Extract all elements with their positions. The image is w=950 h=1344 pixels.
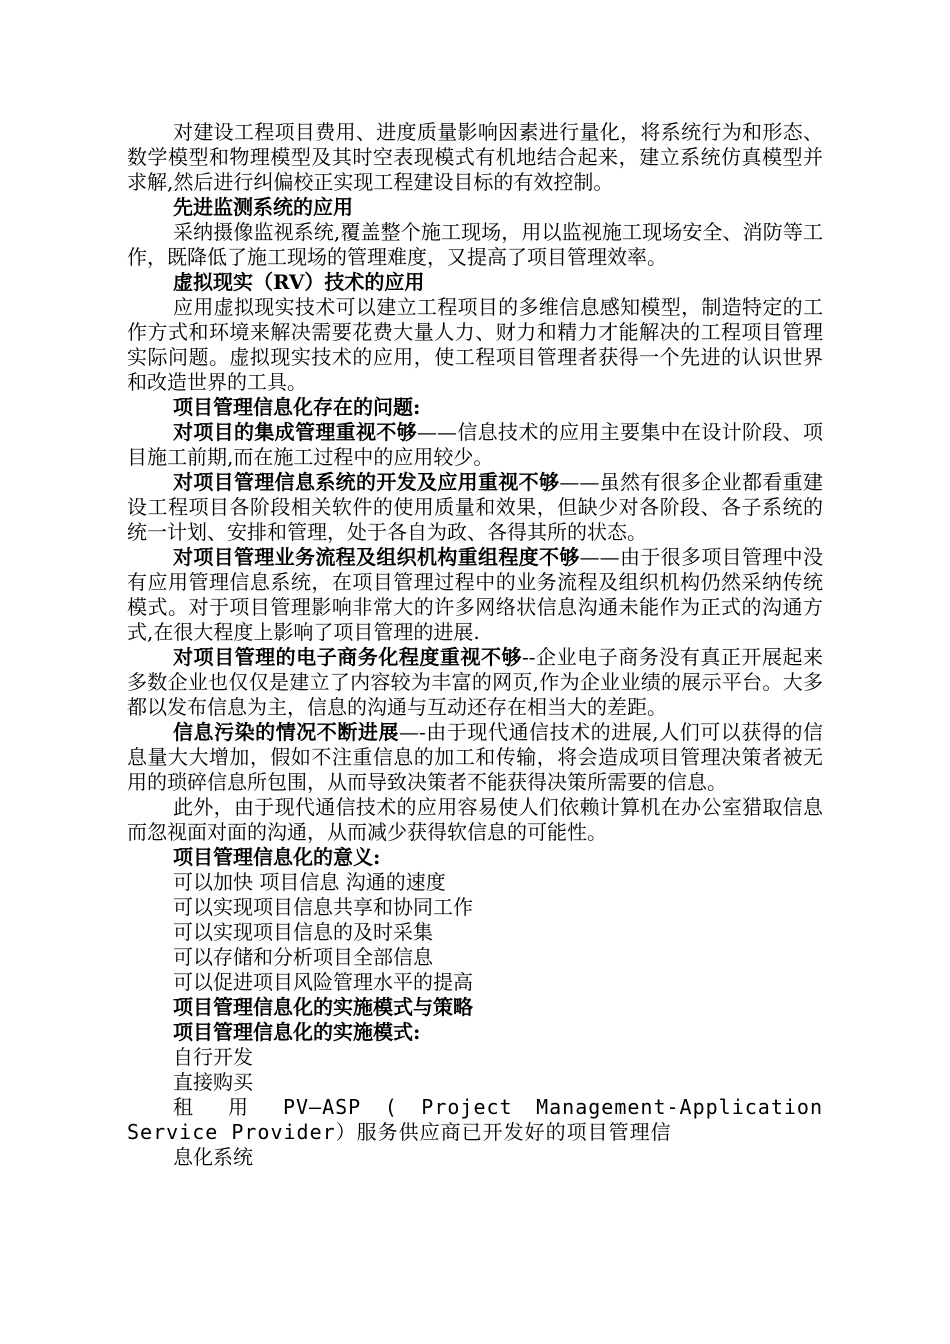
- problem-title: 信息污染的情况不断进展: [173, 720, 399, 744]
- heading-mode: 项目管理信息化的实施模式:: [173, 1020, 421, 1044]
- problem-text: ——虽然有很多企业都看重建设工程项目各阶段相关软件的使用质量和效果，但缺少对各阶段、各子系统的统一计划、安排和管理，处于各自为政、各得其所的状态。: [127, 470, 824, 544]
- problem-title: 对项目管理信息系统的开发及应用重视不够: [173, 470, 560, 494]
- problem-text: ——由于很多项目管理中没有应用管理信息系统，在项目管理过程中的业务流程及组织机构仍然采纳传统模式。对于项目管理影响非常大的许多网络状信息沟通未能作为正式的沟通方式,在很大程度上影响了项目管理的进展.: [127, 545, 824, 644]
- problem-text: —-由于现代通信技术的进展,人们可以获得的信息量大大增加，假如不注重信息的加工和传输，将会造成项目管理决策者被无用的琐碎信息所包围，从而导致决策者不能获得决策所需要的信息。: [127, 720, 824, 794]
- mode-item-rent-tail: 息化系统: [173, 1145, 253, 1169]
- problem-text: ——信息技术的应用主要集中在设计阶段、项目施工前期,而在施工过程中的应用较少。: [127, 420, 823, 469]
- heading-problems: 项目管理信息化存在的问题:: [173, 395, 421, 419]
- mode-item-rent: 租 用 PV—ASP ( Project Management-Application Service Provider）服务供应商已开发好的项目管理信: [127, 1095, 823, 1144]
- paragraph-monitoring: 采纳摄像监视系统,覆盖整个施工现场，用以监视施工现场安全、消防等工作，既降低了施工现场的管理难度，又提高了项目管理效率。: [127, 220, 823, 269]
- meaning-item: 可以加快 项目信息 沟通的速度: [173, 870, 446, 894]
- paragraph-besides: 此外，由于现代通信技术的应用容易使人们依赖计算机在办公室猎取信息而忽视面对面的沟通，从而减少获得软信息的可能性。: [127, 795, 823, 844]
- problem-item-ecommerce: [127, 645, 823, 720]
- meaning-item: 可以存储和分析项目全部信息: [173, 945, 433, 969]
- meaning-item: 可以实现项目信息的及时采集: [173, 920, 433, 944]
- problem-item-mis: [127, 470, 823, 545]
- problem-title: 对项目的集成管理重视不够: [173, 420, 417, 444]
- heading-monitoring: 先进监测系统的应用: [173, 195, 353, 219]
- paragraph-simulation: 对建设工程项目费用、进度质量影响因素进行量化，将系统行为和形态、数学模型和物理模型及其时空表现模式有机地结合起来，建立系统仿真模型并求解,然后进行纠偏校正实现工程建设目标的有效控制。: [127, 120, 823, 194]
- problem-item-pollution: [127, 720, 823, 795]
- mode-item: 直接购买: [173, 1070, 253, 1094]
- heading-vr: 虚拟现实（RV）技术的应用: [173, 270, 425, 294]
- mode-item: 自行开发: [173, 1045, 253, 1069]
- meaning-item: 可以实现项目信息共享和协同工作: [173, 895, 473, 919]
- paragraph-vr: 应用虚拟现实技术可以建立工程项目的多维信息感知模型，制造特定的工作方式和环境来解决需要花费大量人力、财力和精力才能解决的工程项目管理实际问题。虚拟现实技术的应用，使工程项目管理者获得一个先进的认识世界和改造世界的工具。: [127, 295, 823, 394]
- problem-item-process: [127, 545, 823, 645]
- heading-strategy: 项目管理信息化的实施模式与策略: [173, 995, 473, 1019]
- meaning-item: 可以促进项目风险管理水平的提高: [173, 970, 473, 994]
- heading-meaning: 项目管理信息化的意义:: [173, 845, 381, 869]
- problem-text: --企业电子商务没有真正开展起来多数企业也仅仅是建立了内容较为丰富的网页,作为企业业绩的展示平台。大多都以发布信息为主，信息的沟通与互动还存在相当大的差距。: [127, 645, 824, 719]
- problem-title: 对项目管理业务流程及组织机构重组程度不够: [173, 545, 580, 569]
- problem-title: 对项目管理的电子商务化程度重视不够: [173, 645, 523, 669]
- problem-item-integration: [127, 420, 823, 470]
- document-page: [127, 120, 823, 1170]
